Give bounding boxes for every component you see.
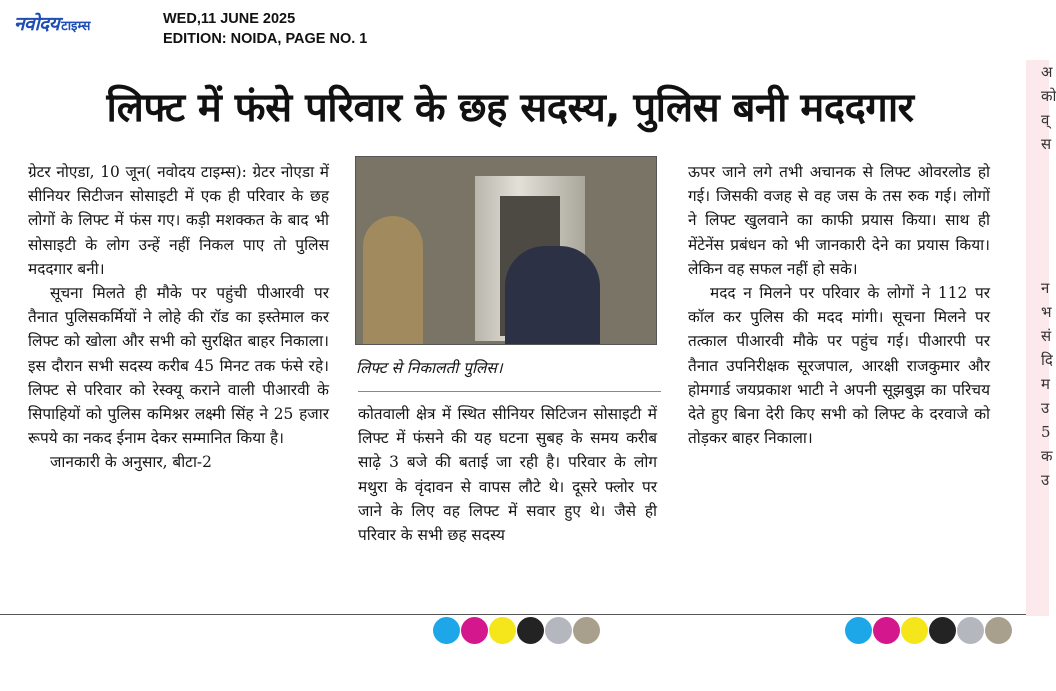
paragraph: कोतवाली क्षेत्र में स्थित सीनियर सिटिजन सोसाइटी में लिफ्ट में फंसने की यह घटना सुबह के समय करीब साढ़े 3 बजे की बताई जा रही है। परिवार के लोग मथुरा के वृंदावन से वापस लौटे थे। दूसरे फ्लोर पर जाने के लिए वह लिफ्ट में सवार हुए थे। जैसे ही परिवार के सभी छह सदस्य	[358, 405, 657, 545]
dateline	[163, 9, 367, 49]
news-photo	[355, 156, 657, 345]
strip-glyph: को	[1041, 87, 1056, 105]
strip-glyph: न	[1041, 279, 1050, 297]
masthead-bar	[0, 0, 1049, 60]
strip-glyph: दि	[1041, 351, 1053, 369]
grey-dot	[545, 617, 572, 644]
black-dot	[517, 617, 544, 644]
paragraph: ग्रेटर नोएडा, 10 जून( नवोदय टाइम्स): ग्रेटर नोएडा में सीनियर सिटीजन सोसाइटी में एक ही परिवार के छह लोगों के लिफ्ट में फंस गए। कड़ी मशक्कत के बाद भी सोसाइटी के लोग उन्हें नहीं निकल पाए तो पुलिस मददगार बनी।	[28, 163, 329, 278]
caption-divider	[358, 391, 661, 392]
yellow-dot	[489, 617, 516, 644]
strip-glyph: क	[1041, 447, 1053, 465]
registration-marks-right	[845, 617, 1012, 644]
strip-glyph: म	[1041, 375, 1050, 393]
photo-caption: लिफ्ट से निकालती पुलिस।	[356, 359, 503, 377]
article-column-1	[28, 160, 329, 475]
registration-marks-left	[433, 617, 600, 644]
khaki-dot	[985, 617, 1012, 644]
cyan-dot	[433, 617, 460, 644]
strip-glyph: उ	[1041, 471, 1050, 489]
article-column-2	[358, 402, 657, 547]
paragraph: ऊपर जाने लगे तभी अचानक से लिफ्ट ओवरलोड हो गई। जिसकी वजह से वह जस के तस रुक गई। लोगों ने लिफ्ट खुलवाने का काफी प्रयास किया। साथ ही मेंटेनेंस प्रबंधन को भी जानकारी देने का प्रयास किया। लेकिन वह सफल नहीं हो सके।	[688, 163, 990, 278]
strip-glyph: स	[1041, 135, 1052, 153]
paragraph: सूचना मिलते ही मौके पर पहुंची पीआरवी पर तैनात पुलिसकर्मियों ने लोहे की रॉड का इस्तेमाल कर लिफ्ट को खोला और सभी को सुरक्षित बाहर निकाला। इस दौरान सभी सदस्य करीब 45 मिनट तक फंसे रहे।लिफ्ट से परिवार को रेस्क्यू कराने वाली पीआरवी के सिपाहियों को पुलिस कमिश्नर लक्ष्मी सिंह ने 25 हजार रूपये का नकद ईनाम देकर सम्मानित किया है।	[28, 284, 329, 448]
yellow-dot	[901, 617, 928, 644]
strip-glyph: 5	[1041, 423, 1051, 441]
edition-info: EDITION: NOIDA, PAGE NO. 1	[163, 31, 368, 47]
khaki-dot	[573, 617, 600, 644]
article-column-3	[688, 160, 990, 450]
paragraph: मदद न मिलने पर परिवार के लोगों ने 112 पर कॉल कर पुलिस की मदद मांगी। सूचना मिलने पर तत्काल पीआरवी मौके पर पहुंच गई। पीआरपी पर तैनात उपनिरीक्षक सूरजपाल, आरक्षी राजकुमार और होमगार्ड जयप्रकाश भाटी ने अपनी सूझबुझ का परिचय देते हुए बिना देरी किए सभी को लिफ्ट के दरवाजे को तोड़कर बाहर निकाला।	[688, 284, 990, 448]
strip-glyph: भ	[1041, 303, 1052, 321]
logo-main-text: नवोदय	[14, 13, 60, 35]
photo-frame	[355, 156, 657, 345]
cyan-dot	[845, 617, 872, 644]
adjacent-article-strip	[1026, 60, 1056, 616]
magenta-dot	[873, 617, 900, 644]
strip-glyph: अ	[1041, 63, 1053, 81]
black-dot	[929, 617, 956, 644]
logo-sub-text: टाइम्स	[61, 19, 91, 34]
grey-dot	[957, 617, 984, 644]
issue-date: WED,11 JUNE 2025	[163, 11, 296, 27]
magenta-dot	[461, 617, 488, 644]
strip-glyph: उ	[1041, 399, 1050, 417]
newspaper-logo	[14, 10, 91, 35]
paragraph: जानकारी के अनुसार, बीटा-2	[50, 453, 212, 472]
strip-glyph: व्	[1041, 111, 1050, 129]
strip-glyph: सं	[1041, 327, 1052, 345]
article-headline: लिफ्ट में फंसे परिवार के छह सदस्य, पुलिस बनी मददगार	[106, 85, 914, 131]
bottom-rule	[0, 614, 1026, 615]
